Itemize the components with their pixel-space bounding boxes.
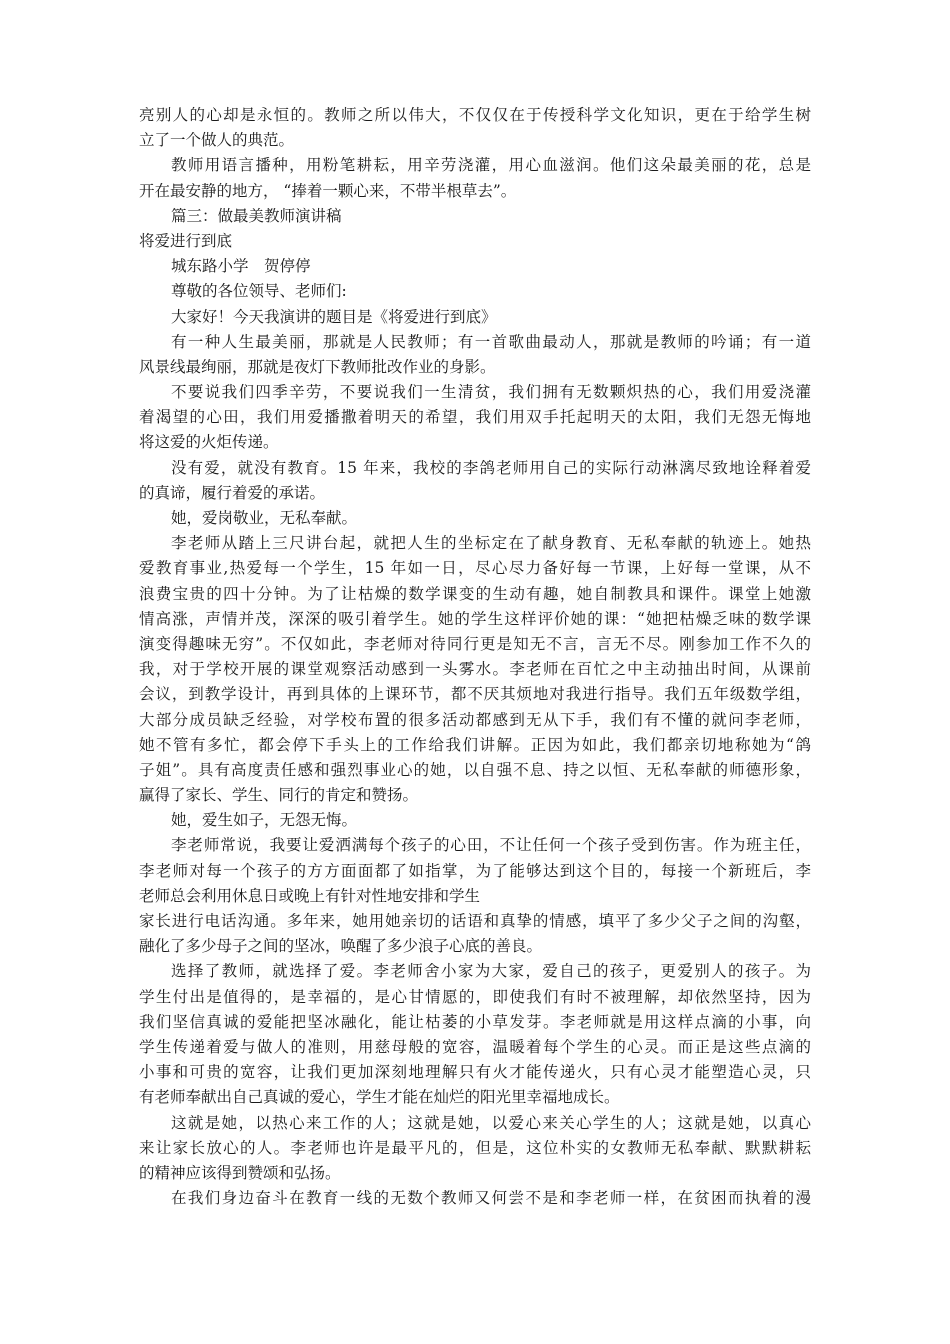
text-line: 大部分成员缺乏经验，对学校布置的很多活动都感到无从下手，我们有不懂的就问李老师， bbox=[139, 710, 811, 729]
text-line: 亮别人的心却是永恒的。教师之所以伟大，不仅仅在于传授科学文化知识，更在于给学生树 bbox=[139, 106, 811, 124]
text-line: 我，对于学校开展的课堂观察活动感到一头雾水。李老师在百忙之中主动抽出时间，从课前 bbox=[139, 660, 811, 679]
text-line: 的精神应该得到赞颂和弘扬。 bbox=[139, 1163, 341, 1182]
text-line: 开在最安静的地方， “捧着一颗心来，不带半根草去”。 bbox=[139, 181, 517, 200]
text-line: 立了一个做人的典范。 bbox=[139, 131, 295, 150]
text-line: 融化了多少母子之间的坚冰，唤醒了多少浪子心底的善良。 bbox=[139, 937, 543, 956]
text-line: 老师总会利用休息日或晚上有针对性地安排和学生 bbox=[139, 886, 481, 905]
text-line: 浪费宝贵的四十分钟。为了让枯燥的数学课变的生动有趣，她自制教具和课件。课堂上她激 bbox=[139, 584, 811, 603]
text-line: 我们坚信真诚的爱能把坚冰融化，能让枯萎的小草发芽。李老师就是用这样点滴的小事，向 bbox=[139, 1012, 811, 1031]
text-line: 篇三：做最美教师演讲稿 bbox=[171, 206, 342, 225]
text-line: 会议，到教学设计，再到具体的上课环节，都不厌其烦地对我进行指导。我们五年级数学组， bbox=[139, 685, 811, 704]
text-line: 她，爱岗敬业，无私奉献。 bbox=[171, 509, 358, 527]
text-line: 她，爱生如子，无怨无悔。 bbox=[171, 811, 358, 830]
text-line: 城东路小学 贺停停 bbox=[171, 257, 311, 276]
text-line: 将这爱的火炬传递。 bbox=[139, 433, 279, 452]
text-line: 在我们身边奋斗在教育一线的无数个教师又何尝不是和李老师一样，在贫困而执着的漫 bbox=[171, 1189, 811, 1208]
text-line: 小事和可贵的宽容，让我们更加深刻地理解只有火才能传递火，只有心灵才能塑造心灵，只 bbox=[139, 1063, 811, 1082]
text-line: 学生传递着爱与做人的准则，用慈母般的宽容，温暖着每个学生的心灵。而正是这些点滴的 bbox=[139, 1037, 811, 1056]
text-line: 这就是她，以热心来工作的人；这就是她，以爱心来关心学生的人；这就是她，以真心 bbox=[171, 1113, 811, 1132]
document-page bbox=[139, 103, 811, 1211]
text-line: 选择了教师，就选择了爱。李老师舍小家为大家，爱自己的孩子，更爱别人的孩子。为 bbox=[171, 962, 811, 981]
text-line: 将爱进行到底 bbox=[139, 231, 233, 250]
text-line: 没有爱，就没有教育。15 年来，我校的李鸽老师用自己的实际行动淋漓尽致地诠释着爱 bbox=[171, 458, 811, 477]
text-line: 着渴望的心田，我们用爱播撒着明天的希望，我们用双手托起明天的太阳，我们无怨无悔地 bbox=[139, 408, 811, 427]
text-line: 尊敬的各位领导、老师们: bbox=[171, 282, 347, 301]
text-line: 家长进行电话沟通。多年来，她用她亲切的话语和真挚的情感，填平了多少父子之间的沟壑， bbox=[139, 912, 811, 930]
text-line: 学生付出是值得的，是幸福的，是心甘情愿的，即使我们有时不被理解，却依然坚持，因为 bbox=[139, 987, 811, 1006]
text-line: 爱教育事业,热爱每一个学生，15 年如一日，尽心尽力备好每一节课，上好每一堂课，从不 bbox=[139, 559, 811, 578]
text-line: 风景线最绚丽，那就是夜灯下教师批改作业的身影。 bbox=[139, 357, 496, 376]
text-line: 来让家长放心的人。李老师也许是最平凡的，但是，这位朴实的女教师无私奉献、默默耕耘 bbox=[139, 1138, 811, 1157]
text-line: 的真谛，履行着爱的承诺。 bbox=[139, 483, 326, 502]
text-line: 情高涨，声情并茂，深深的吸引着学生。她的学生这样评价她的课：“她把枯燥乏味的数学课 bbox=[139, 609, 811, 628]
text-line: 有老师奉献出自己真诚的爱心，学生才能在灿烂的阳光里幸福地成长。 bbox=[139, 1088, 620, 1107]
text-line: 李老师对每一个孩子的方方面面都了如指掌，为了能够达到这个目的，每接一个新班后，李 bbox=[139, 861, 811, 880]
text-line: 有一种人生最美丽，那就是人民教师；有一首歌曲最动人，那就是教师的吟诵；有一道 bbox=[171, 332, 811, 351]
text-line: 子姐”。具有高度责任感和强烈事业心的她，以自强不息、持之以恒、无私奉献的师德形象， bbox=[139, 760, 811, 779]
text-line: 李老师常说，我要让爱洒满每个孩子的心田，不让任何一个孩子受到伤害。作为班主任， bbox=[171, 836, 811, 855]
text-line: 演变得趣味无穷”。不仅如此，李老师对待同行更是知无不言，言无不尽。刚参加工作不久的 bbox=[139, 634, 811, 653]
text-line: 李老师从踏上三尺讲台起，就把人生的坐标定在了献身教育、无私奉献的轨迹上。她热 bbox=[171, 534, 811, 553]
text-line: 教师用语言播种，用粉笔耕耘，用辛劳浇灌，用心血滋润。他们这朵最美丽的花，总是 bbox=[171, 156, 811, 175]
text-line: 赢得了家长、学生、同行的肯定和赞扬。 bbox=[139, 786, 419, 805]
text-line: 她不管有多忙，都会停下手头上的工作给我们讲解。正因为如此，我们都亲切地称她为“鸽 bbox=[139, 735, 811, 754]
text-line: 大家好！今天我演讲的题目是《将爱进行到底》 bbox=[171, 307, 497, 326]
text-line: 不要说我们四季辛劳，不要说我们一生清贫，我们拥有无数颗炽热的心，我们用爱浇灌 bbox=[171, 383, 811, 402]
